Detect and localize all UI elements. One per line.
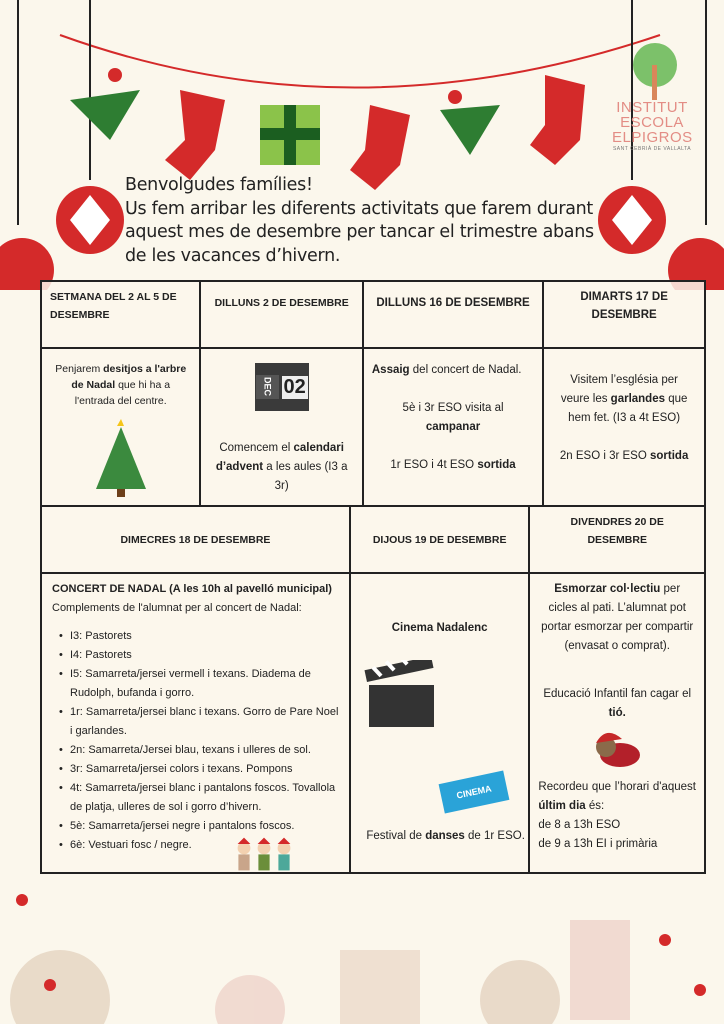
stocking-icon xyxy=(530,75,585,165)
list-item: • 4t: Samarreta/jersei blanc i pantalons foscos. Tovallola de platja, ulleres de sol i gorro d’hivern. xyxy=(52,779,339,817)
singing-kids-icon xyxy=(232,836,296,876)
christmas-tree-icon xyxy=(91,419,151,499)
cell-dec20: Esmorzar col·lectiu per cicles al pati. L’alumnat pot portar esmorzar per compartir (envasat o comprat). Educació Infantil fan cagar el tió. Recordeu que l’horari d'aquest últim dia és: de 8 a 13h ESO de 9 a 13h EI i primària xyxy=(529,573,705,873)
gift-icon xyxy=(260,105,320,165)
list-item xyxy=(52,836,339,855)
list-item: • I4: Pastorets xyxy=(52,646,339,665)
cinema-title: Cinema Nadalenc xyxy=(391,622,488,634)
logo-text: ESCOLA xyxy=(620,114,684,131)
holly-icon xyxy=(440,90,500,155)
cell-dec17: Visitem l’església per veure les garlandes que hem fet. (I3 a 4t ESO) 2n ESO i 3r ESO sortida xyxy=(543,348,705,506)
header-dec2: DILLUNS 2 DE DESEMBRE xyxy=(200,281,362,348)
list-item: • I5: Samarreta/jersei vermell i texans. Diadema de Rudolph, bufanda i gorro. xyxy=(52,665,339,703)
logo-text: ELPIGROS xyxy=(612,129,693,146)
list-item: • I3: Pastorets xyxy=(52,627,339,646)
cell-dec2: DEC 02 Comencem el calendari d’advent a les aules (I3 a 3r) xyxy=(200,348,362,506)
header-dec18: DIMECRES 18 DE DESEMBRE xyxy=(41,506,350,573)
logo-text: INSTITUT xyxy=(616,99,688,116)
header-dec20: DIVENDRES 20 DE DESEMBRE xyxy=(529,506,705,573)
list-item: • 5è: Samarreta/jersei negre i pantalons foscos. xyxy=(52,817,339,836)
schedule-table-2 xyxy=(40,505,706,874)
logo-text: SANT CEBRIÀ DE VALLALTA xyxy=(612,146,692,152)
list-item: • 3r: Samarreta/jersei colors i texans. Pompons xyxy=(52,760,339,779)
schedule-eso: de 8 a 13h ESO xyxy=(538,819,621,831)
cinema-tickets-icon: CINEMA xyxy=(439,770,510,813)
cell-dec18 xyxy=(41,573,350,873)
header-dec16: DILLUNS 16 DE DESEMBRE xyxy=(363,281,543,348)
cell-week: Penjarem desitjos a l'arbre de Nadal que hi ha a l'entrada del centre. xyxy=(41,348,200,506)
header-week: SETMANA DEL 2 AL 5 DE DESEMBRE xyxy=(41,281,200,348)
holly-icon xyxy=(70,68,140,140)
concert-subtitle: Complements de l'alumnat per al concert de Nadal: xyxy=(52,602,302,614)
tio-icon xyxy=(592,725,642,770)
school-logo xyxy=(612,100,692,153)
list-item: • 1r: Samarreta/jersei blanc i texans. Gorro de Pare Noel i garlandes. xyxy=(52,703,339,741)
ornament-icon xyxy=(598,186,666,254)
stocking-icon xyxy=(165,90,225,180)
outfit-list xyxy=(52,627,339,855)
schedule-table-1 xyxy=(40,280,706,507)
ornament-icon xyxy=(56,186,124,254)
calendar-icon: DEC 02 xyxy=(255,363,309,411)
cell-dec19: Cinema Nadalenc CINEMA Festival de danses de 1r ESO. xyxy=(350,573,529,873)
intro-text xyxy=(125,174,605,268)
tree-logo-icon xyxy=(633,43,677,100)
list-item: • 2n: Samarreta/Jersei blau, texans i ulleres de sol. xyxy=(52,741,339,760)
list-item-text: 6è: Vestuari fosc / negre. xyxy=(70,839,192,851)
cookies-decoration xyxy=(0,880,724,1024)
intro-paragraph: Us fem arribar les diferents activitats que farem durant aquest mes de desembre per tancar el trimestre abans de les vacances d’hivern. xyxy=(125,198,594,266)
concert-title: CONCERT DE NADAL (A les 10h al pavelló municipal) xyxy=(52,583,332,595)
header-dec17: DIMARTS 17 DE DESEMBRE xyxy=(543,281,705,348)
cell-dec16: Assaig del concert de Nadal. 5è i 3r ESO visita al campanar 1r ESO i 4t ESO sortida xyxy=(363,348,543,506)
header-dec19: DIJOUS 19 DE DESEMBRE xyxy=(350,506,529,573)
greeting: Benvolgudes famílies! xyxy=(125,175,313,195)
clapperboard-icon xyxy=(364,660,444,730)
schedule-primary: de 9 a 13h EI i primària xyxy=(538,838,658,850)
